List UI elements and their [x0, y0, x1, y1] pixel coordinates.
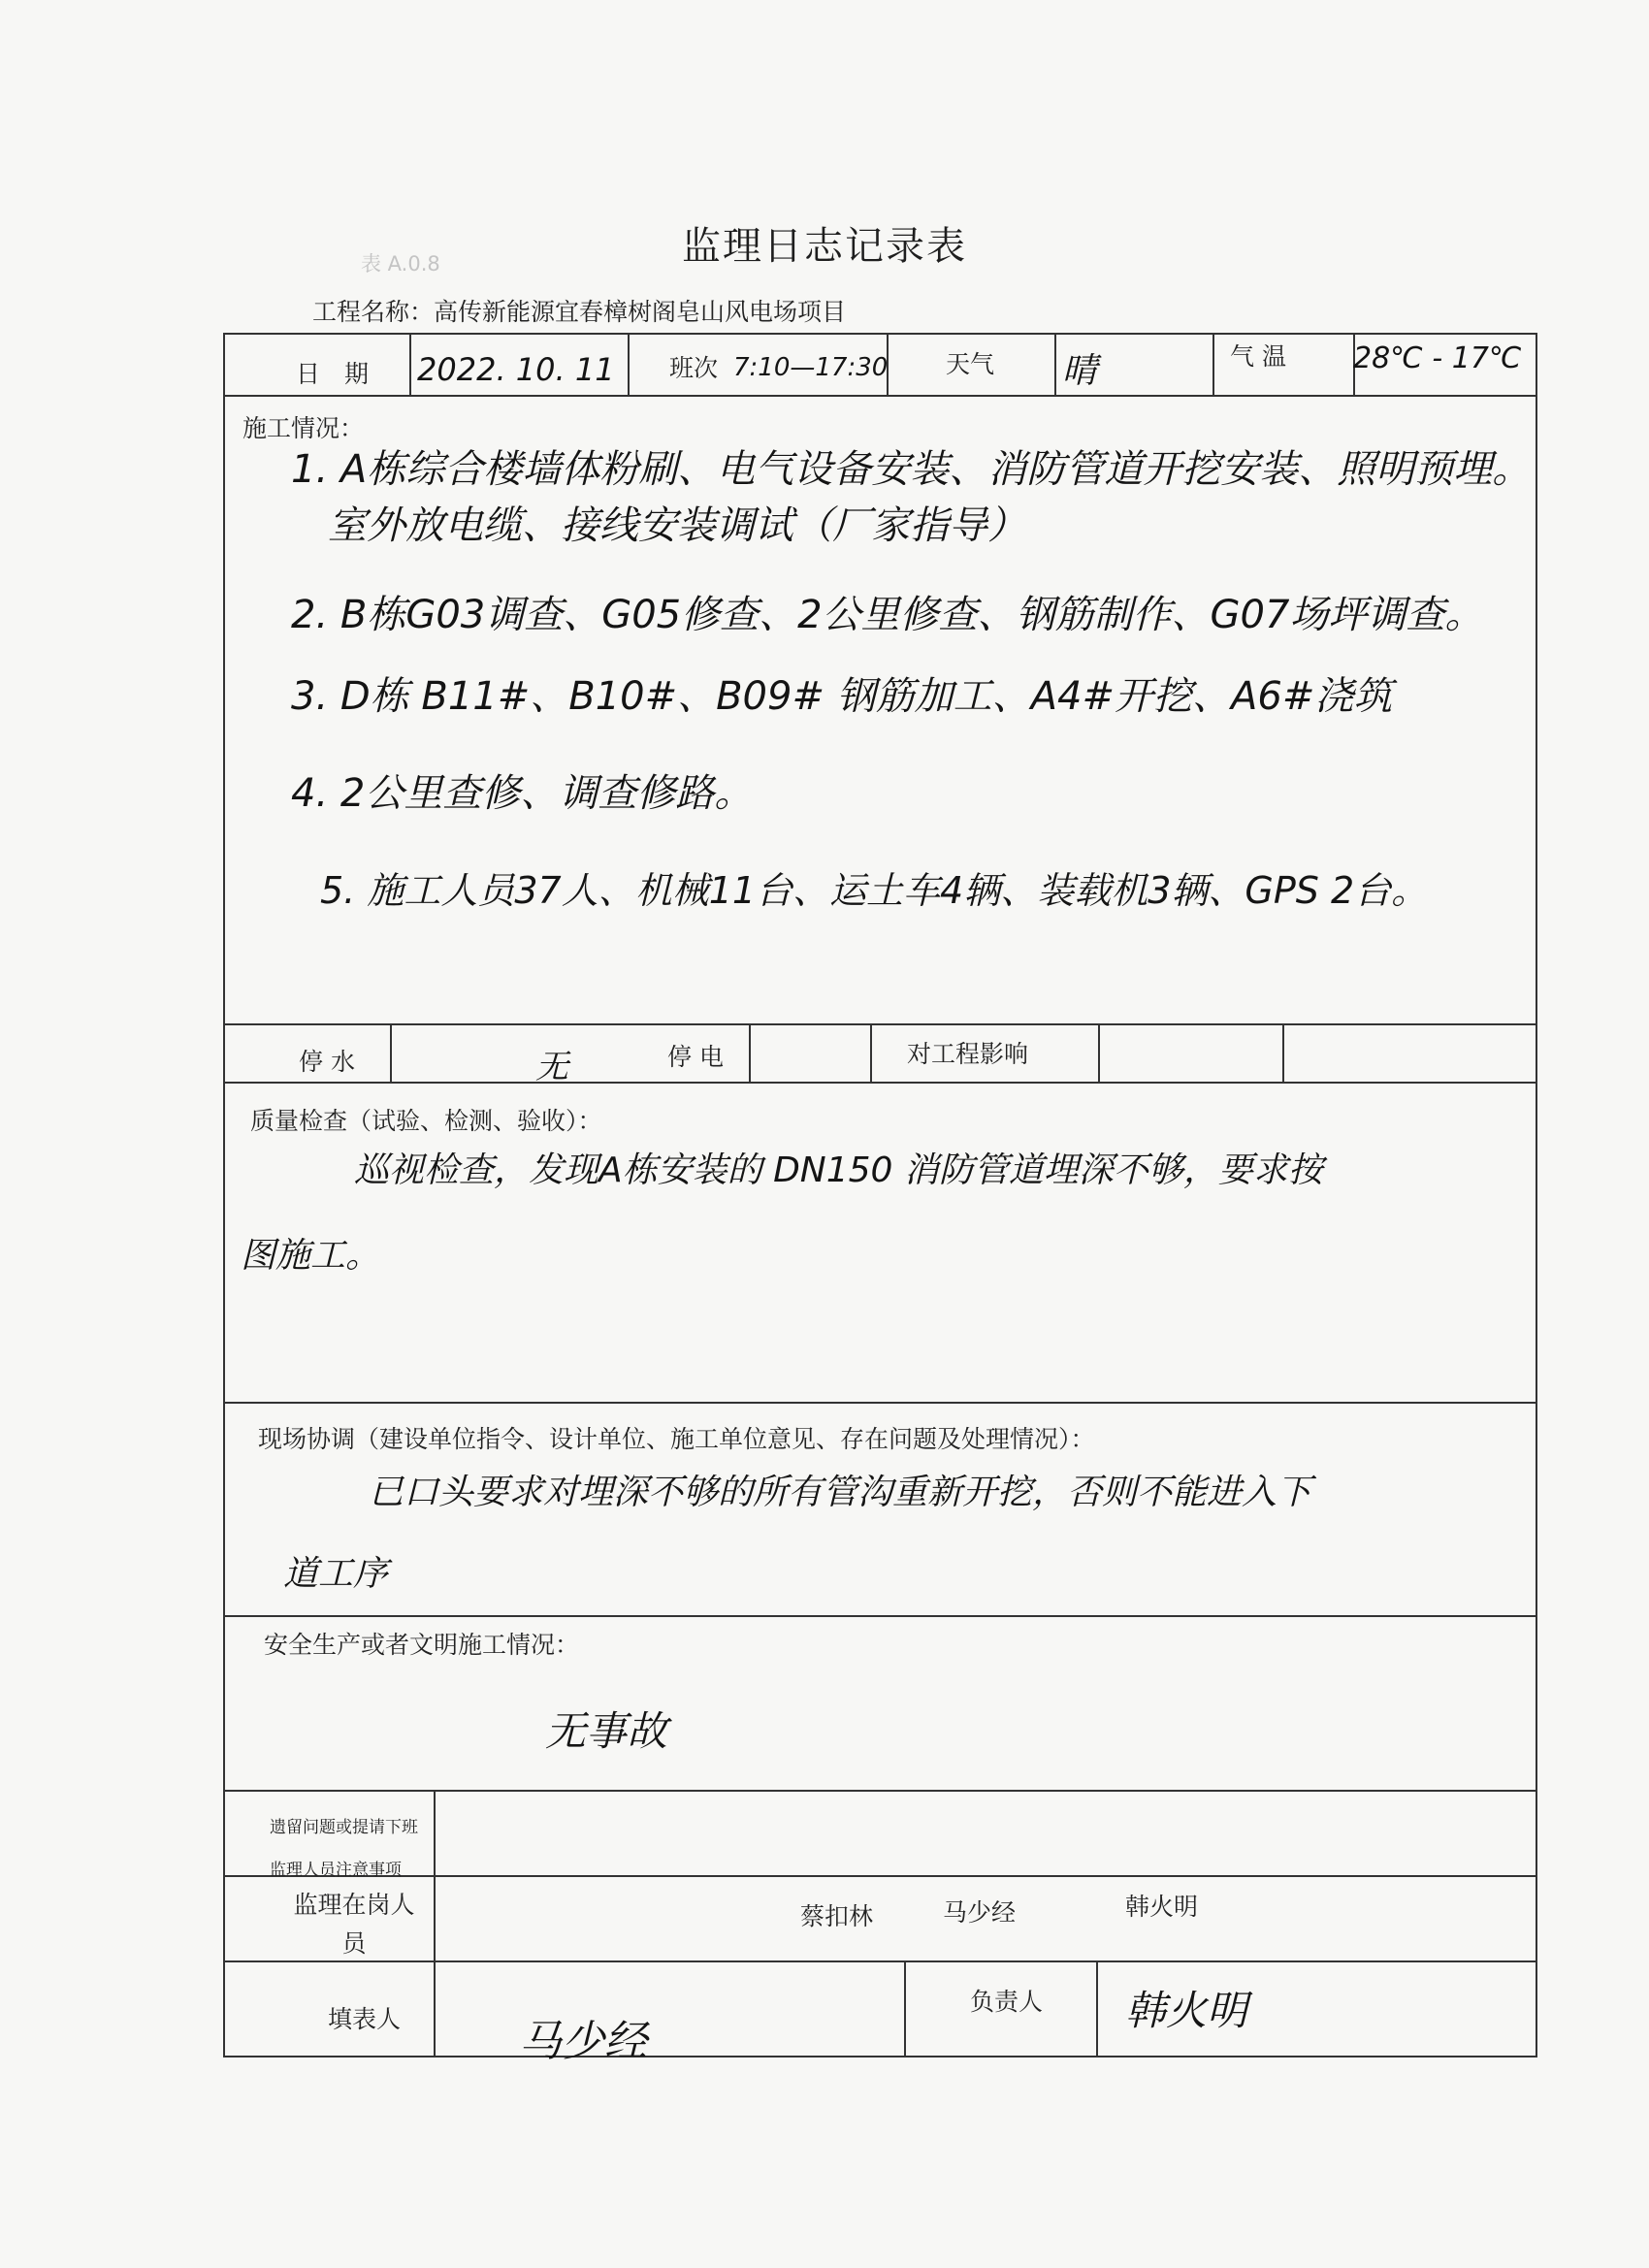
row-rule [225, 1790, 1536, 1792]
col-rule [409, 335, 411, 395]
staff-name: 马少经 [943, 1898, 1017, 1927]
safety-value: 无事故 [545, 1707, 668, 1755]
shift-label: 班次 [669, 354, 719, 382]
issues-label-line: 监理人员注意事项 [270, 1861, 402, 1880]
construction-item: 3. D栋 B11#、B10#、B09# 钢筋加工、A4#开挖、A6#浇筑 [291, 674, 1393, 719]
col-rule [870, 1023, 872, 1082]
water-outage-value: 无 [535, 1048, 568, 1086]
document-title: 监理日志记录表 [682, 224, 967, 269]
construction-item: 1. A栋综合楼墙体粉刷、电气设备安装、消防管道开挖安装、照明预埋。 [291, 447, 1532, 492]
construction-item: 2. B栋G03调查、G05修查、2公里修查、钢筋制作、G07场坪调查。 [291, 593, 1484, 637]
col-rule [1096, 1960, 1098, 2056]
safety-label: 安全生产或者文明施工情况： [264, 1631, 580, 1659]
water-outage-label: 停 水 [299, 1048, 355, 1076]
quality-label: 质量检查（试验、检测、验收）： [250, 1107, 602, 1135]
row-rule [225, 1875, 1536, 1877]
col-rule [1282, 1023, 1284, 1082]
project-label: 工程名称： [312, 298, 435, 326]
form-code: 表 A.0.8 [361, 252, 440, 275]
weather-value: 晴 [1062, 351, 1098, 391]
date-label: 日 期 [296, 360, 370, 388]
power-outage-label: 停 电 [667, 1043, 724, 1071]
col-rule [904, 1960, 906, 2056]
staff-name: 韩火明 [1125, 1893, 1199, 1921]
coordination-line: 道工序 [283, 1554, 389, 1594]
quality-line: 图施工。 [241, 1236, 381, 1276]
coordination-label: 现场协调（建设单位指令、设计单位、施工单位意见、存在问题及处理情况）： [258, 1425, 1095, 1453]
project-value: 高传新能源宜春樟树阁皂山风电场项目 [434, 298, 847, 326]
staff-label [281, 1886, 427, 1963]
project-name [312, 293, 846, 328]
row-rule [225, 1615, 1536, 1617]
row-rule [225, 1023, 1536, 1025]
row-rule [225, 1402, 1536, 1404]
impact-label: 对工程影响 [907, 1040, 1029, 1068]
staff-name: 蔡扣林 [800, 1902, 874, 1930]
date-value: 2022. 10. 11 [417, 351, 615, 388]
staff-label-line: 员 [341, 1929, 367, 1958]
weather-label: 天气 [946, 350, 995, 378]
construction-label: 施工情况： [242, 414, 365, 442]
construction-item: 4. 2公里查修、调查修路。 [291, 771, 754, 816]
col-rule [1098, 1023, 1100, 1082]
coordination-line: 已口头要求对埋深不够的所有管沟重新开挖，否则不能进入下 [369, 1473, 1312, 1512]
owner-label: 负责人 [970, 1988, 1044, 2016]
shift-value: 7:10—17:30 [733, 353, 889, 382]
col-rule [628, 335, 630, 395]
construction-item: 室外放电缆、接线安装调试（厂家指导） [328, 503, 1026, 548]
col-rule [434, 1790, 436, 2056]
col-rule [390, 1023, 392, 1082]
col-rule [749, 1023, 751, 1082]
col-rule [1054, 335, 1056, 395]
filler-label: 填表人 [328, 2005, 402, 2033]
temperature-label: 气 温 [1230, 342, 1286, 371]
quality-line: 巡视检查，发现A栋安装的 DN150 消防管道埋深不够，要求按 [354, 1150, 1323, 1190]
issues-label-line: 遗留问题或提请下班 [270, 1818, 418, 1837]
col-rule [1212, 335, 1214, 395]
issues-label [270, 1806, 418, 1892]
owner-signature: 韩火明 [1125, 1987, 1248, 2034]
staff-label-line: 监理在岗人 [293, 1891, 415, 1919]
row-rule [225, 395, 1536, 397]
construction-item: 5. 施工人员37人、机械11台、运土车4辆、装载机3辆、GPS 2台。 [320, 869, 1429, 912]
row-rule [225, 1082, 1536, 1084]
filler-signature: 马少经 [519, 2017, 647, 2066]
temperature-value: 28℃ - 17℃ [1353, 341, 1522, 375]
